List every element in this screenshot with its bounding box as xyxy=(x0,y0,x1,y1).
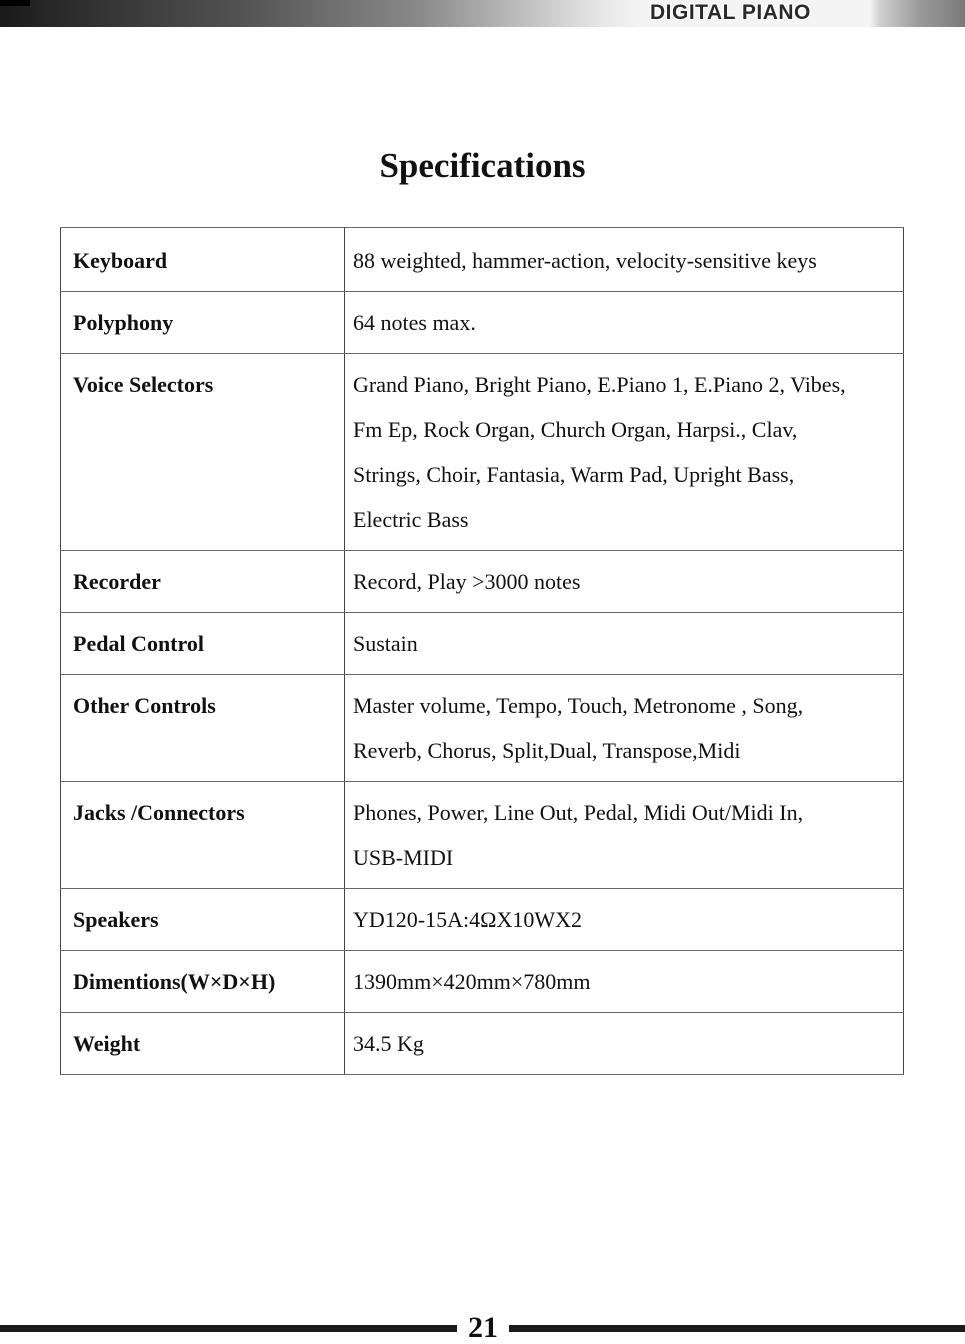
page-title: Specifications xyxy=(379,146,586,185)
spec-row xyxy=(61,889,904,951)
spec-value xyxy=(353,889,895,950)
spec-label-cell xyxy=(61,292,345,354)
spec-row xyxy=(61,228,904,292)
spec-value-line: Fm Ep, Rock Organ, Church Organ, Harpsi., Clav, xyxy=(353,417,798,442)
spec-row xyxy=(61,675,904,782)
spec-label-cell xyxy=(61,951,345,1013)
spec-value-line: YD120-15A:4ΩX10WX2 xyxy=(353,907,582,932)
spec-value-line: 1390mm×420mm×780mm xyxy=(353,969,591,994)
spec-value xyxy=(353,228,895,291)
spec-value-line: Record, Play >3000 notes xyxy=(353,569,581,594)
spec-value xyxy=(353,292,895,353)
spec-label: Jacks /Connectors xyxy=(73,800,245,825)
spec-value-cell xyxy=(345,782,904,889)
spec-label: Other Controls xyxy=(73,693,216,718)
spec-value-line: Strings, Choir, Fantasia, Warm Pad, Upright Bass, xyxy=(353,462,795,487)
spec-value-line: Grand Piano, Bright Piano, E.Piano 1, E.Piano 2, Vibes, xyxy=(353,372,846,397)
spec-value-cell xyxy=(345,292,904,354)
spec-value xyxy=(353,1013,895,1074)
spec-row xyxy=(61,613,904,675)
spec-label-cell xyxy=(61,782,345,889)
spec-value-cell xyxy=(345,551,904,613)
spec-value-line: 88 weighted, hammer-action, velocity-sensitive keys xyxy=(353,248,817,273)
spec-value-cell xyxy=(345,354,904,551)
spec-label: Voice Selectors xyxy=(73,372,214,397)
spec-value xyxy=(353,951,895,1012)
spec-value-cell xyxy=(345,228,904,292)
header-label: DIGITAL PIANO xyxy=(650,1,811,24)
spec-row xyxy=(61,1013,904,1075)
spec-value-line: 34.5 Kg xyxy=(353,1031,424,1056)
spec-value-line: Phones, Power, Line Out, Pedal, Midi Out/Midi In, xyxy=(353,800,804,825)
spec-row xyxy=(61,951,904,1013)
spec-label-cell xyxy=(61,889,345,951)
spec-value-line: Electric Bass xyxy=(353,507,469,532)
spec-label: Pedal Control xyxy=(73,631,204,656)
spec-value-line: Master volume, Tempo, Touch, Metronome , Song, xyxy=(353,693,804,718)
header-dark-tab xyxy=(0,0,30,6)
spec-label: Speakers xyxy=(73,907,159,932)
header-gradient-band xyxy=(0,0,965,27)
spec-label-cell xyxy=(61,228,345,292)
spec-label: Keyboard xyxy=(73,248,168,273)
spec-row xyxy=(61,292,904,354)
spec-row xyxy=(61,551,904,613)
spec-label-cell xyxy=(61,613,345,675)
spec-label-cell xyxy=(61,1013,345,1075)
spec-value-cell xyxy=(345,889,904,951)
spec-value-line: 64 notes max. xyxy=(353,310,476,335)
spec-label: Dimentions(W×D×H) xyxy=(73,969,276,994)
spec-value-line: Reverb, Chorus, Split,Dual, Transpose,Midi xyxy=(353,738,741,763)
spec-value xyxy=(353,354,895,550)
spec-value-cell xyxy=(345,1013,904,1075)
spec-label: Polyphony xyxy=(73,310,174,335)
specifications-table-body xyxy=(61,228,904,1075)
spec-value xyxy=(353,782,895,888)
spec-value xyxy=(353,675,895,781)
spec-label-cell xyxy=(61,675,345,782)
spec-label-cell xyxy=(61,551,345,613)
spec-value-cell xyxy=(345,951,904,1013)
page-number: 21 xyxy=(457,1313,509,1342)
spec-row xyxy=(61,354,904,551)
spec-label-cell xyxy=(61,354,345,551)
spec-row xyxy=(61,782,904,889)
spec-label: Weight xyxy=(73,1031,141,1056)
specifications-table xyxy=(60,227,904,1075)
spec-value-line: Sustain xyxy=(353,631,418,656)
spec-label: Recorder xyxy=(73,569,161,594)
spec-value-cell xyxy=(345,675,904,782)
spec-value xyxy=(353,551,895,612)
spec-value-line: USB-MIDI xyxy=(353,845,454,870)
spec-value xyxy=(353,613,895,674)
spec-value-cell xyxy=(345,613,904,675)
